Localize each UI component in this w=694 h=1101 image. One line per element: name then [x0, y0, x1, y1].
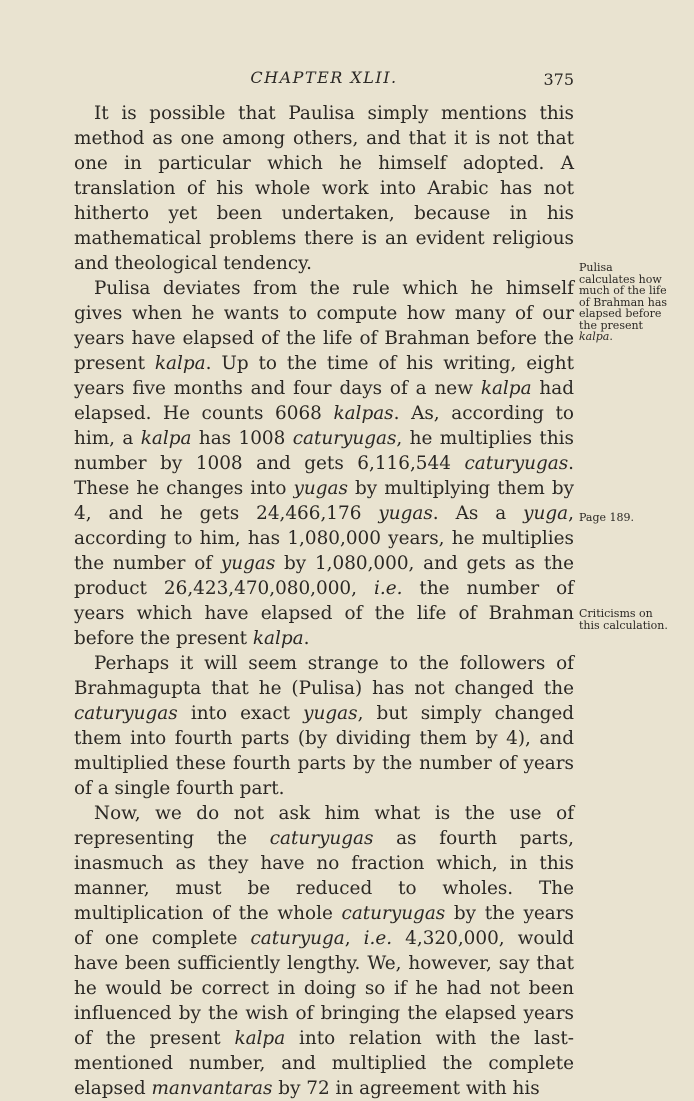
- running-header: [74, 66, 574, 92]
- text-run: , according to him, has 1,080,000 years, he multiplies the number of: [74, 503, 574, 574]
- text-run: by 1,080,000, and gets as the product 26,423,470,080,000,: [74, 553, 574, 599]
- italic-term: yugas: [293, 478, 348, 499]
- text-run: . As a: [432, 503, 524, 524]
- text-run: , he multiplies this number by 1008 and gets 6,116,544: [74, 428, 574, 474]
- margin-note-text: .: [609, 330, 613, 343]
- italic-term: kalpa: [154, 353, 206, 374]
- italic-term: i.e.: [373, 578, 403, 599]
- text-run: . Up to the time of his writing, eight years five months and four days of a new: [74, 353, 574, 399]
- text-run: the number of years which have elapsed of the life of Brahman before the present: [74, 578, 574, 649]
- text-run: .: [303, 628, 310, 649]
- italic-term: yugas: [378, 503, 433, 524]
- text-run: by the years of one complete: [74, 903, 574, 949]
- paragraph: [74, 276, 574, 651]
- body-text: [74, 101, 574, 1101]
- italic-term: yuga: [523, 503, 569, 524]
- italic-term: kalpa: [480, 378, 532, 399]
- text-run: Pulisa deviates from the rule which he himself gives when he wants to compute how many of our years have elapsed of the life of Brahman before the present: [74, 278, 574, 374]
- text-run: Perhaps it will seem strange to the followers of Brahmagupta that he (Pulisa) has not changed the: [74, 653, 574, 699]
- text-run: as fourth parts, inasmuch as they have no fraction which, in this manner, must be reduced to wholes. The multiplication of the whole: [74, 828, 574, 924]
- italic-term: caturyuga: [250, 928, 345, 949]
- italic-term: caturyugas: [74, 703, 178, 724]
- text-run: . These he changes into: [74, 453, 574, 499]
- italic-term: kalpa: [579, 330, 610, 343]
- text-run: Now, we do not ask him what is the use of representing the: [74, 803, 574, 849]
- text-run: It is possible that Paulisa simply mentions this method as one among others, and that it is not that one in particular which he himself adopted. A translation of his whole work into Arabic has not hitherto yet been undertaken, because in his mathematical problems there is an evident religious and theological tendency.: [74, 103, 574, 274]
- margin-note: [579, 262, 669, 343]
- italic-term: yugas: [303, 703, 358, 724]
- text-run: 4,320,000, would have been sufficiently lengthy. We, however, say that he would be correct in doing so if he had not been influenced by the wish of bringing the elapsed years of the present: [74, 928, 574, 1049]
- margin-note-text: Criticisms on this calculation.: [579, 607, 668, 632]
- italic-term: caturyugas: [341, 903, 446, 924]
- chapter-title: CHAPTER XLII.: [250, 68, 398, 87]
- paragraph: [74, 101, 574, 276]
- italic-term: yugas: [220, 553, 276, 574]
- italic-term: caturyugas: [292, 428, 397, 449]
- text-run: by multiplying them by 4, and he gets 24,466,176: [74, 478, 574, 524]
- text-run: had elapsed. He counts 6068: [74, 378, 574, 424]
- italic-term: i.e.: [363, 928, 393, 949]
- paragraph: [74, 651, 574, 801]
- italic-term: kalpas: [333, 403, 394, 424]
- italic-term: caturyugas: [269, 828, 374, 849]
- margin-note: [579, 512, 669, 524]
- text-run: ,: [344, 928, 364, 949]
- text-run: into relation with the last-mentioned number, and multiplied the complete elapsed: [74, 1028, 574, 1099]
- paragraph: [74, 801, 574, 1101]
- italic-term: kalpa: [234, 1028, 286, 1049]
- margin-note-text: Page 189.: [579, 511, 635, 524]
- margin-note-text: Pulisa calculates how much of the life of Brahman has elapsed before the present: [579, 261, 668, 332]
- text-run: by 72 in agreement with his: [272, 1078, 540, 1099]
- page-number: 375: [543, 70, 574, 89]
- text-run: , but simply changed them into fourth parts (by dividing them by 4), and multiplied these fourth parts by the number of years of a single fourth part.: [74, 703, 574, 799]
- text-run: into exact: [177, 703, 304, 724]
- italic-term: kalpa: [252, 628, 304, 649]
- margin-note: [579, 608, 669, 631]
- text-run: . As, according to him, a: [74, 403, 574, 449]
- text-run: has 1008: [191, 428, 293, 449]
- italic-term: kalpa: [140, 428, 192, 449]
- italic-term: caturyugas: [464, 453, 569, 474]
- italic-term: manvantaras: [151, 1078, 273, 1099]
